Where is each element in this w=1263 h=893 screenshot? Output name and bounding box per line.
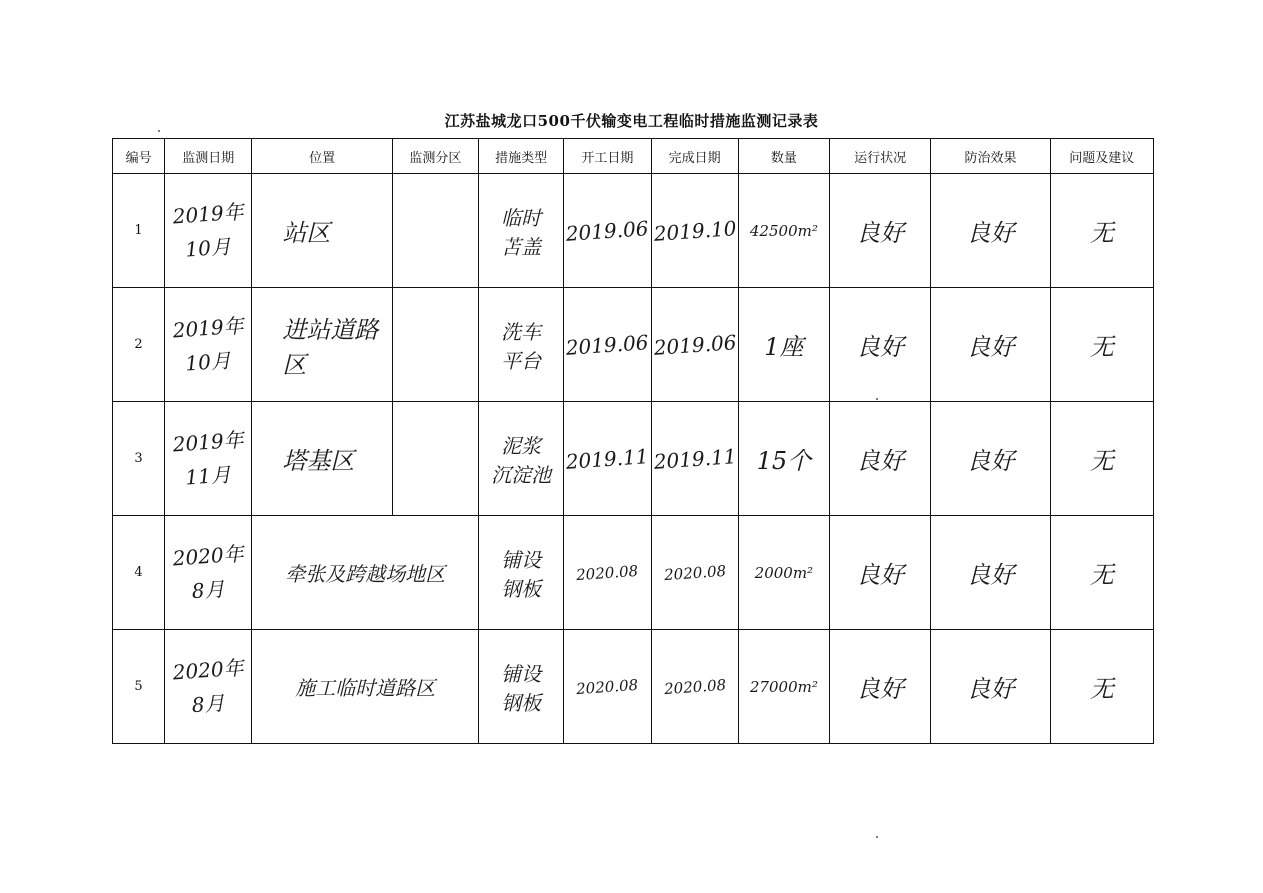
document-title: 江苏盐城龙口500千伏输变电工程临时措施监测记录表 xyxy=(444,112,819,130)
location-cell xyxy=(252,288,392,402)
quantity-text: 42500m² xyxy=(749,221,818,240)
table-row xyxy=(113,516,1154,630)
quantity-cell xyxy=(738,630,829,744)
location-text: 塔基区 xyxy=(282,447,355,475)
start-date-text: 2019.06 xyxy=(565,329,650,360)
zone-cell xyxy=(392,402,478,516)
end-date-cell xyxy=(651,630,738,744)
effect-cell xyxy=(931,288,1050,402)
row-number: 2 xyxy=(113,288,165,402)
issue-cell xyxy=(1050,402,1153,516)
col-header-location: 位置 xyxy=(252,139,392,174)
measure-type-line1: 铺设 xyxy=(501,547,542,572)
col-header-issue: 问题及建议 xyxy=(1050,139,1153,174)
location-cell xyxy=(252,516,479,630)
effect-cell xyxy=(931,516,1050,630)
quantity-text: 1座 xyxy=(764,333,804,361)
monitor-date-year: 2019年 xyxy=(172,313,245,342)
location-cell xyxy=(252,402,392,516)
quantity-text: 15个 xyxy=(756,447,812,475)
measure-type-cell xyxy=(479,630,564,744)
monitor-date-cell xyxy=(165,516,252,630)
measure-type-cell xyxy=(479,402,564,516)
location-cell xyxy=(252,174,392,288)
measure-type-cell xyxy=(479,174,564,288)
monitor-date-month: 8月 xyxy=(191,576,226,603)
col-header-effect: 防治效果 xyxy=(931,139,1050,174)
col-header-type: 措施类型 xyxy=(479,139,564,174)
start-date-text: 2019.11 xyxy=(565,443,650,474)
col-header-zone: 监测分区 xyxy=(392,139,478,174)
measure-type-line1: 临时 xyxy=(501,205,542,230)
measure-type-line1: 泥浆 xyxy=(501,433,542,458)
status-cell xyxy=(830,516,931,630)
quantity-text: 2000m² xyxy=(754,563,814,582)
location-text: 站区 xyxy=(282,219,331,247)
issue-text: 无 xyxy=(1089,447,1114,475)
end-date-text: 2020.08 xyxy=(663,561,727,584)
start-date-cell xyxy=(564,288,651,402)
scan-speck xyxy=(876,398,878,400)
start-date-text: 2019.06 xyxy=(565,215,650,246)
measure-type-line1: 铺设 xyxy=(501,661,542,686)
location-text: 进站道路区 xyxy=(282,315,379,379)
issue-text: 无 xyxy=(1089,675,1114,703)
status-text: 良好 xyxy=(856,561,905,589)
monitor-date-month: 10月 xyxy=(184,233,232,262)
location-cell xyxy=(252,630,479,744)
quantity-cell xyxy=(738,516,829,630)
col-header-status: 运行状况 xyxy=(830,139,931,174)
effect-text: 良好 xyxy=(966,219,1015,247)
status-cell xyxy=(830,402,931,516)
col-header-qty: 数量 xyxy=(738,139,829,174)
end-date-text: 2020.08 xyxy=(663,675,727,698)
monitoring-record-table xyxy=(112,138,1154,744)
status-text: 良好 xyxy=(856,447,905,475)
col-header-end: 完成日期 xyxy=(651,139,738,174)
col-header-no: 编号 xyxy=(113,139,165,174)
effect-cell xyxy=(931,630,1050,744)
start-date-cell xyxy=(564,402,651,516)
issue-cell xyxy=(1050,630,1153,744)
monitor-date-year: 2019年 xyxy=(172,199,245,228)
issue-text: 无 xyxy=(1089,561,1114,589)
table-header-row xyxy=(113,139,1154,174)
start-date-text: 2020.08 xyxy=(575,675,639,698)
monitor-date-year: 2020年 xyxy=(172,541,245,570)
table-row xyxy=(113,402,1154,516)
measure-type-line2: 平台 xyxy=(501,348,542,373)
start-date-cell xyxy=(564,516,651,630)
measure-type-line1: 洗车 xyxy=(501,319,542,344)
monitor-date-month: 8月 xyxy=(191,690,226,717)
row-number: 5 xyxy=(113,630,165,744)
end-date-cell xyxy=(651,516,738,630)
quantity-cell xyxy=(738,174,829,288)
measure-type-cell xyxy=(479,288,564,402)
status-cell xyxy=(830,630,931,744)
measure-type-cell xyxy=(479,516,564,630)
measure-type-line2: 沉淀池 xyxy=(491,462,552,487)
row-number: 4 xyxy=(113,516,165,630)
scan-speck xyxy=(158,130,160,132)
end-date-text: 2019.06 xyxy=(652,329,737,360)
status-cell xyxy=(830,174,931,288)
row-number: 1 xyxy=(113,174,165,288)
status-text: 良好 xyxy=(856,675,905,703)
issue-cell xyxy=(1050,516,1153,630)
effect-text: 良好 xyxy=(966,447,1015,475)
start-date-cell xyxy=(564,630,651,744)
table-row xyxy=(113,174,1154,288)
col-header-date: 监测日期 xyxy=(165,139,252,174)
effect-text: 良好 xyxy=(966,333,1015,361)
effect-text: 良好 xyxy=(966,561,1015,589)
monitor-date-month: 10月 xyxy=(184,347,232,376)
monitor-date-year: 2020年 xyxy=(172,655,245,684)
end-date-cell xyxy=(651,174,738,288)
monitor-date-year: 2019年 xyxy=(172,427,245,456)
monitor-date-cell xyxy=(165,630,252,744)
issue-text: 无 xyxy=(1089,333,1114,361)
issue-text: 无 xyxy=(1089,219,1114,247)
quantity-text: 27000m² xyxy=(749,677,818,696)
monitor-date-cell xyxy=(165,402,252,516)
start-date-cell xyxy=(564,174,651,288)
effect-cell xyxy=(931,402,1050,516)
location-text: 施工临时道路区 xyxy=(295,676,436,700)
status-cell xyxy=(830,288,931,402)
monitor-date-cell xyxy=(165,288,252,402)
end-date-text: 2019.10 xyxy=(652,215,737,246)
effect-text: 良好 xyxy=(966,675,1015,703)
measure-type-line2: 钢板 xyxy=(501,576,542,601)
status-text: 良好 xyxy=(856,219,905,247)
measure-type-line2: 苫盖 xyxy=(501,234,542,259)
location-text: 牵张及跨越场地区 xyxy=(285,562,446,586)
end-date-cell xyxy=(651,402,738,516)
status-text: 良好 xyxy=(856,333,905,361)
zone-cell xyxy=(392,288,478,402)
effect-cell xyxy=(931,174,1050,288)
row-number: 3 xyxy=(113,402,165,516)
issue-cell xyxy=(1050,288,1153,402)
scan-speck xyxy=(876,836,878,838)
start-date-text: 2020.08 xyxy=(575,561,639,584)
quantity-cell xyxy=(738,402,829,516)
issue-cell xyxy=(1050,174,1153,288)
end-date-text: 2019.11 xyxy=(652,443,737,474)
monitor-date-month: 11月 xyxy=(184,461,232,490)
table-row xyxy=(113,630,1154,744)
quantity-cell xyxy=(738,288,829,402)
zone-cell xyxy=(392,174,478,288)
measure-type-line2: 钢板 xyxy=(501,690,542,715)
table-row xyxy=(113,288,1154,402)
end-date-cell xyxy=(651,288,738,402)
col-header-start: 开工日期 xyxy=(564,139,651,174)
monitor-date-cell xyxy=(165,174,252,288)
